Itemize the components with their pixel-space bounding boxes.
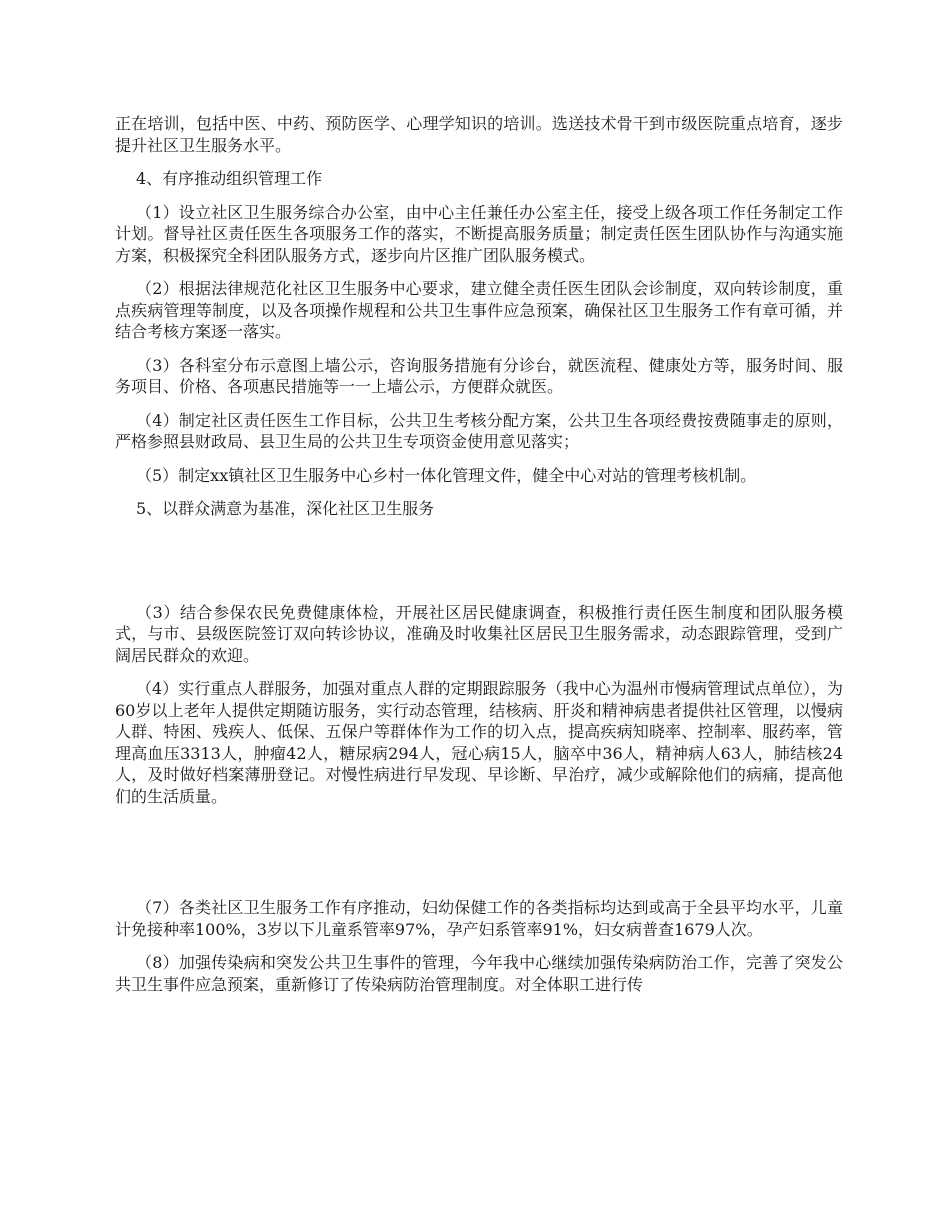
paragraph-5-8: （8）加强传染病和突发公共卫生事件的管理，今年我中心继续加强传染病防治工作，完善了突发公共卫生事件应急预案，重新修订了传染病防治管理制度。对全体职工进行传 — [115, 953, 843, 994]
paragraph-5-7: （7）各类社区卫生服务工作有序推动，妇幼保健工作的各类指标均达到或高于全县平均水平，儿童计免接种率100%，3岁以下儿童系管率97%，孕产妇系管率91%，妇女病普查1679人次。 — [115, 898, 843, 939]
paragraph-5-3: （3）结合参保农民免费健康体检，开展社区居民健康调查，积极推行责任医生制度和团队服务模式，与市、县级医院签订双向转诊协议，准确及时收集社区居民卫生服务需求，动态跟踪管理，受到广阔居民群众的欢迎。 — [115, 602, 843, 665]
paragraph-4-2: （2）根据法律规范化社区卫生服务中心要求，建立健全责任医生团队会诊制度，双向转诊制度，重点疾病管理等制度，以及各项操作规程和公共卫生事件应急预案，确保社区卫生服务工作有章可循，并结合考核方案逐一落实。 — [115, 279, 843, 341]
paragraph-5-4: （4）实行重点人群服务，加强对重点人群的定期跟踪服务（我中心为温州市慢病管理试点单位），为60岁以上老年人提供定期随访服务，实行动态管理，结核病、肝炎和精神病患者提供社区管理，以慢病人群、特困、残疾人、低保、五保户等群体作为工作的切入点，提高疾病知晓率、控制率、服药率，管理高血压3313人，肿瘤42人，糖尿病294人，冠心病15人，脑卒中36人，精神病人63人，肺结核24人，及时做好档案薄册登记。对慢性病进行早发现、早诊断、早治疗，减少或解除他们的病痛，提高他们的生活质量。 — [115, 679, 843, 806]
paragraph-training-continued: 正在培训，包括中医、中药、预防医学、心理学知识的培训。选送技术骨干到市级医院重点培育，逐步提升社区卫生服务水平。 — [115, 114, 843, 155]
document-body — [115, 113, 843, 1007]
section-heading-4: 4、有序推动组织管理工作 — [136, 169, 323, 188]
blank-gap — [115, 819, 843, 897]
paragraph-4-1: （1）设立社区卫生服务综合办公室，由中心主任兼任办公室主任，接受上级各项工作任务制定工作计划。督导社区责任医生各项服务工作的落实，不断提高服务质量；制定责任医生团队协作与沟通实施方案，积极探究全科团队服务方式，逐步向片区推广团队服务模式。 — [115, 202, 843, 265]
paragraph-4-5: （5）制定xx镇社区卫生服务中心乡村一体化管理文件，健全中心对站的管理考核机制。 — [136, 465, 757, 485]
section-heading-5: 5、以群众满意为基准，深化社区卫生服务 — [136, 499, 435, 518]
paragraph-4-3: （3）各科室分布示意图上墙公示，咨询服务措施有分诊台，就医流程、健康处方等，服务时间、服务项目、价格、各项惠民措施等一一上墙公示，方便群众就医。 — [115, 355, 843, 396]
blank-gap — [115, 532, 843, 602]
paragraph-4-4: （4）制定社区责任医生工作目标，公共卫生考核分配方案，公共卫生各项经费按费随事走的原则，严格参照县财政局、县卫生局的公共卫生专项资金使用意见落实； — [115, 410, 843, 451]
